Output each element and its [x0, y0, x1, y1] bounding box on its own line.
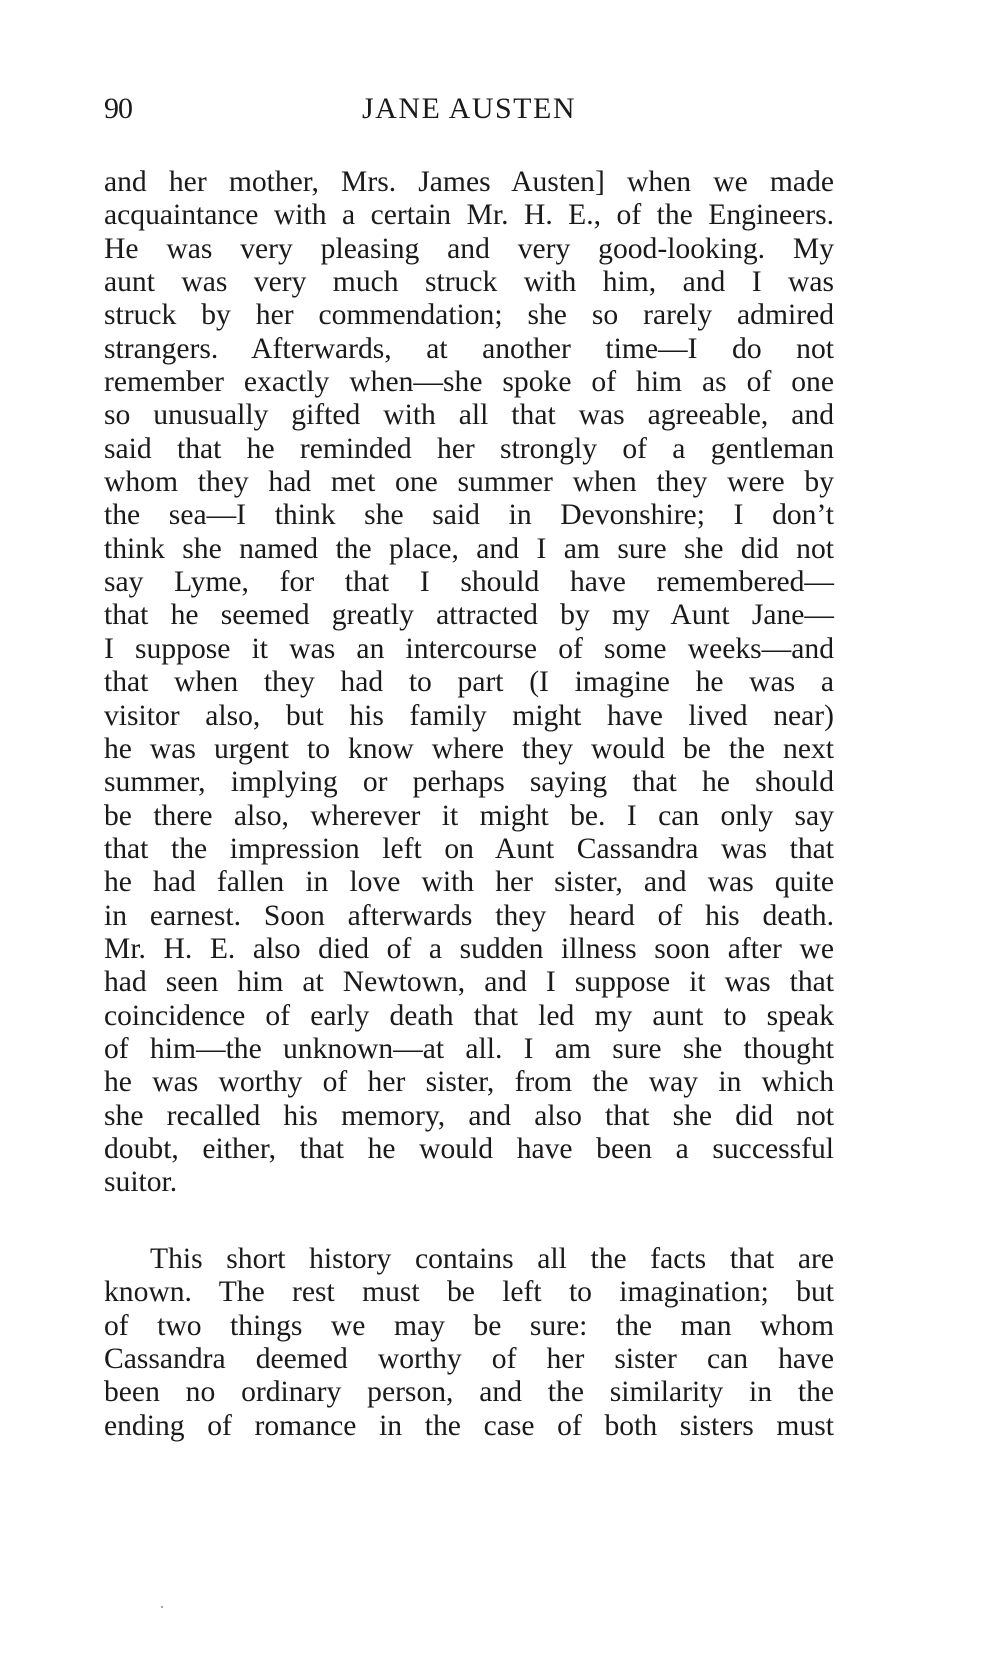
- text-line: that when they had to part (I imagine he was a: [104, 666, 834, 699]
- text-line: he was worthy of her sister, from the way in which: [104, 1066, 834, 1099]
- text-line: This short history contains all the facts that are: [150, 1243, 834, 1275]
- text-line: that the impression left on Aunt Cassandra was that: [104, 832, 834, 865]
- text-line: he had fallen in love with her sister, and was quite: [104, 866, 834, 899]
- text-line: of two things we may be sure: the man whom: [104, 1309, 834, 1342]
- text-line: suitor.: [104, 1166, 178, 1199]
- text-line: Mr. H. E. also died of a sudden illness soon after we: [104, 932, 834, 965]
- text-line: he was urgent to know where they would be the next: [104, 732, 834, 765]
- text-line: she recalled his memory, and also that she did not: [104, 1099, 834, 1132]
- running-title: JANE AUSTEN: [361, 92, 576, 125]
- text-line: Cassandra deemed worthy of her sister can have: [104, 1343, 834, 1376]
- text-line: be there also, wherever it might be. I can only say: [104, 799, 834, 832]
- text-line: aunt was very much struck with him, and I was: [104, 266, 834, 299]
- text-line: say Lyme, for that I should have remembered—: [104, 566, 834, 599]
- text-line: said that he reminded her strongly of a gentleman: [104, 432, 834, 465]
- text-line: whom they had met one summer when they were by: [104, 466, 834, 499]
- text-line: think she named the place, and I am sure she did not: [104, 532, 834, 565]
- text-line: doubt, either, that he would have been a successful: [104, 1132, 834, 1165]
- text-line: ending of romance in the case of both sisters must: [104, 1409, 834, 1442]
- page-number: 90: [104, 92, 132, 125]
- text-line: coincidence of early death that led my aunt to speak: [104, 999, 834, 1032]
- paragraph-2: [104, 1243, 834, 1443]
- text-line: acquaintance with a certain Mr. H. E., of the Engineers.: [104, 199, 834, 232]
- text-line: that he seemed greatly attracted by my Aunt Jane—: [104, 599, 834, 632]
- text-line: He was very pleasing and very good-looking. My: [104, 232, 834, 265]
- text-line: and her mother, Mrs. James Austen] when we made: [104, 166, 834, 198]
- paper-speck: [161, 1606, 163, 1608]
- text-line: I suppose it was an intercourse of some weeks—and: [104, 632, 834, 665]
- text-line: known. The rest must be left to imagination; but: [104, 1276, 834, 1309]
- text-line: summer, implying or perhaps saying that he should: [104, 766, 834, 799]
- text-line: the sea—I think she said in Devonshire; I don’t: [104, 499, 834, 532]
- text-line: of him—the unknown—at all. I am sure she thought: [104, 1032, 834, 1065]
- running-head: [104, 92, 834, 136]
- text-line: strangers. Afterwards, at another time—I do not: [104, 332, 834, 365]
- text-line: remember exactly when—she spoke of him as of one: [104, 366, 834, 399]
- text-line: in earnest. Soon afterwards they heard of his death.: [104, 899, 834, 932]
- paragraph-1: [104, 166, 834, 1200]
- text-line: been no ordinary person, and the similarity in the: [104, 1376, 834, 1409]
- text-line: so unusually gifted with all that was agreeable, and: [104, 399, 834, 432]
- text-line: had seen him at Newtown, and I suppose it was that: [104, 966, 834, 999]
- text-line: struck by her commendation; she so rarely admired: [104, 299, 834, 332]
- text-line: visitor also, but his family might have lived near): [104, 699, 834, 732]
